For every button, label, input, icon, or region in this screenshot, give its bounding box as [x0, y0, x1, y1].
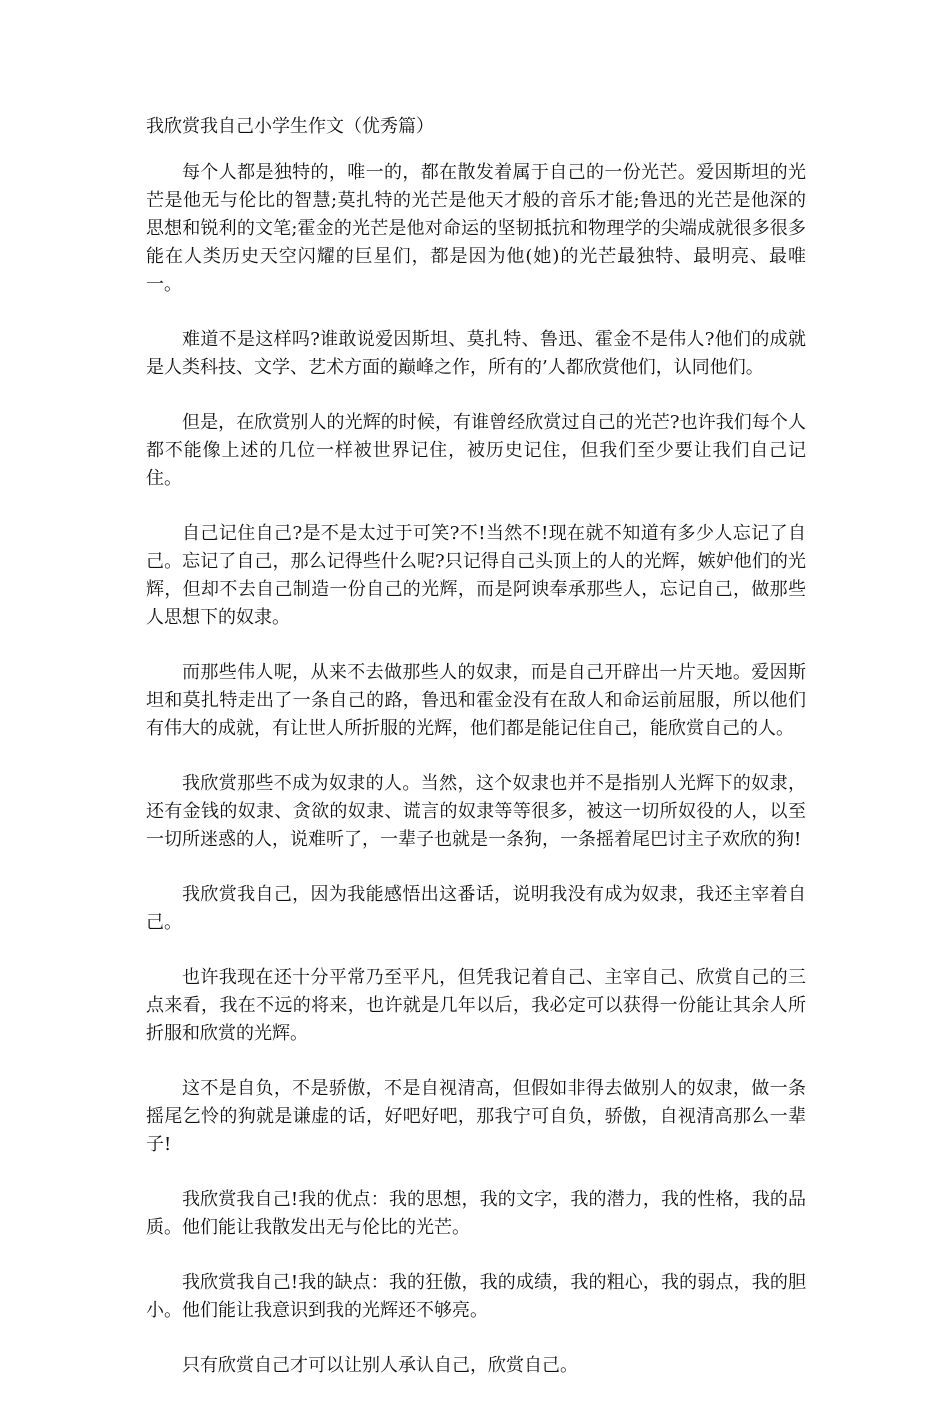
- document-title: 我欣赏我自己小学生作文（优秀篇）: [146, 116, 434, 137]
- paragraph-3: 但是，在欣赏别人的光辉的时候，有谁曾经欣赏过自己的光芒?也许我们每个人都不能像上述的几位一样被世界记住，被历史记住，但我们至少要让我们自己记住。: [146, 412, 806, 489]
- paragraph-4: 自己记住自己?是不是太过于可笑?不!当然不!现在就不知道有多少人忘记了自己。忘记了自己，那么记得些什么呢?只记得自己头顶上的人的光辉，嫉妒他们的光辉，但却不去自己制造一份自己的光辉，而是阿谀奉承那些人，忘记自己，做那些人思想下的奴隶。: [146, 523, 806, 628]
- paragraph-11: 我欣赏我自己!我的缺点：我的狂傲，我的成绩，我的粗心，我的弱点，我的胆小。他们能让我意识到我的光辉还不够亮。: [146, 1272, 806, 1321]
- paragraph-12: 只有欣赏自己才可以让别人承认自己，欣赏自己。: [182, 1355, 578, 1376]
- paragraph-7: 我欣赏我自己，因为我能感悟出这番话，说明我没有成为奴隶，我还主宰着自己。: [146, 884, 806, 933]
- document-body: [146, 113, 806, 1407]
- paragraph-2: 难道不是这样吗?谁敢说爱因斯坦、莫扎特、鲁迅、霍金不是伟人?他们的成就是人类科技、文学、艺术方面的巅峰之作，所有的’人都欣赏他们，认同他们。: [146, 329, 806, 378]
- paragraph-5: 而那些伟人呢，从来不去做那些人的奴隶，而是自己开辟出一片天地。爱因斯坦和莫扎特走出了一条自己的路，鲁迅和霍金没有在敌人和命运前屈服，所以他们有伟大的成就，有让世人所折服的光辉，他们都是能记住自己，能欣赏自己的人。: [146, 662, 806, 739]
- paragraph-8: 也许我现在还十分平常乃至平凡，但凭我记着自己、主宰自己、欣赏自己的三点来看，我在不远的将来，也许就是几年以后，我必定可以获得一份能让其余人所折服和欣赏的光辉。: [146, 967, 806, 1044]
- paragraph-9: 这不是自负，不是骄傲，不是自视清高，但假如非得去做别人的奴隶，做一条摇尾乞怜的狗就是谦虚的话，好吧好吧，那我宁可自负，骄傲，自视清高那么一辈子!: [146, 1078, 806, 1155]
- paragraph-6: 我欣赏那些不成为奴隶的人。当然，这个奴隶也并不是指别人光辉下的奴隶，还有金钱的奴隶、贪欲的奴隶、谎言的奴隶等等很多，被这一切所奴役的人，以至一切所迷惑的人，说难听了，一辈子也就是一条狗，一条摇着尾巴讨主子欢欣的狗!: [146, 773, 806, 850]
- paragraph-10: 我欣赏我自己!我的优点：我的思想，我的文字，我的潜力，我的性格，我的品质。他们能让我散发出无与伦比的光芒。: [146, 1189, 806, 1238]
- paragraph-1: 每个人都是独特的，唯一的，都在散发着属于自己的一份光芒。爱因斯坦的光芒是他无与伦比的智慧;莫扎特的光芒是他天才般的音乐才能;鲁迅的光芒是他深的思想和锐利的文笔;霍金的光芒是他对命运的坚韧抵抗和物理学的尖端成就很多很多能在人类历史天空闪耀的巨星们，都是因为他(她)的光芒最独特、最明亮、最唯一。: [146, 162, 806, 295]
